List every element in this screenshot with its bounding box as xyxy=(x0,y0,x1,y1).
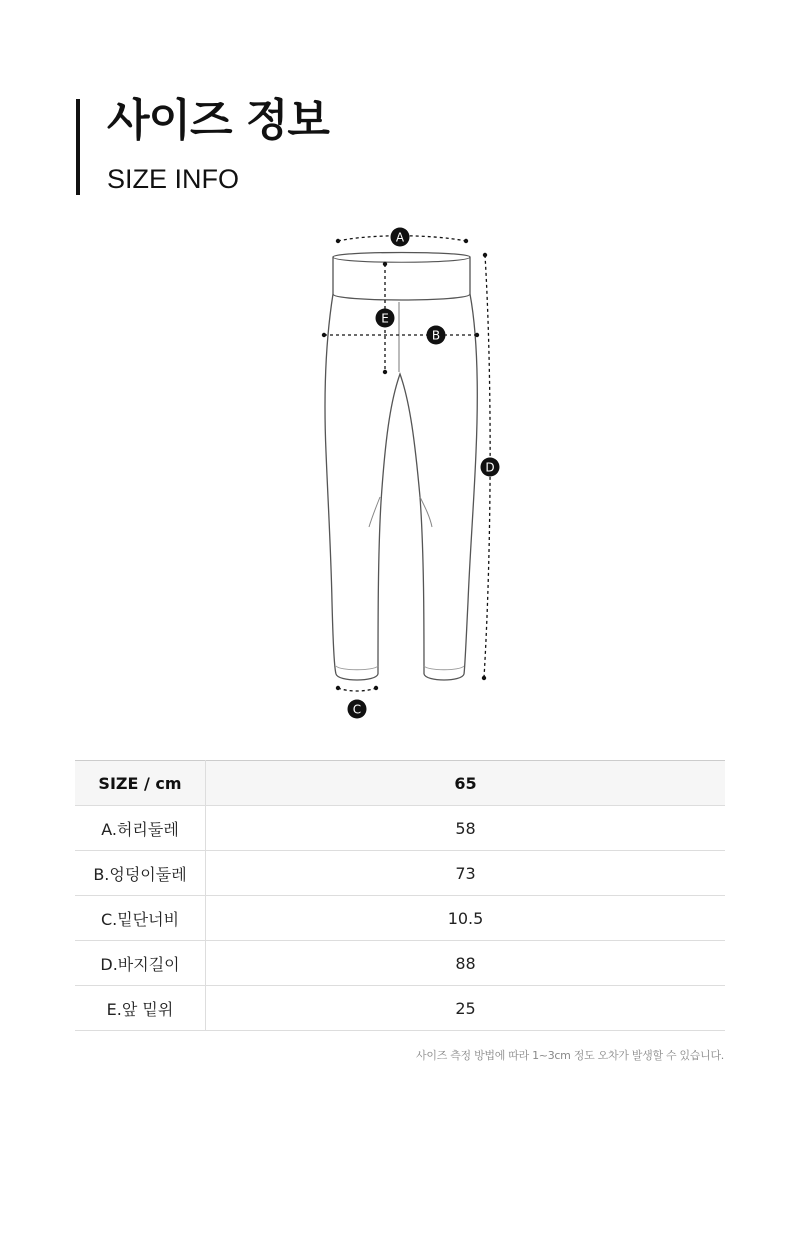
marker-d xyxy=(481,458,500,477)
marker-b xyxy=(427,326,446,345)
left-leg-outline xyxy=(325,294,336,674)
row-label-hip: B.엉덩이둘레 xyxy=(75,851,206,896)
left-knee-crease xyxy=(369,497,380,527)
right-hem xyxy=(424,674,464,680)
size-table xyxy=(75,760,725,1031)
right-hem-seam xyxy=(424,666,464,670)
row-value-hip: 73 xyxy=(206,851,726,896)
measurement-note: 사이즈 측정 방법에 따라 1~3cm 정도 오차가 발생할 수 있습니다. xyxy=(416,1049,724,1062)
right-leg-outline xyxy=(464,294,477,674)
table-header-size: 65 xyxy=(206,761,726,806)
left-hem xyxy=(336,674,378,680)
marker-b-label: B xyxy=(431,328,441,343)
marker-e-label: E xyxy=(381,311,389,326)
table-header-row xyxy=(75,761,725,806)
inseam xyxy=(378,374,424,674)
waistband xyxy=(333,253,470,301)
row-value-hem: 10.5 xyxy=(206,896,726,941)
table-row xyxy=(75,806,725,851)
row-value-length: 88 xyxy=(206,941,726,986)
row-label-hem: C.밑단너비 xyxy=(75,896,206,941)
row-label-rise: E.앞 밑위 xyxy=(75,986,206,1031)
marker-e xyxy=(376,309,395,328)
row-label-length: D.바지길이 xyxy=(75,941,206,986)
leggings-illustration xyxy=(0,222,800,722)
title-block xyxy=(76,95,329,195)
table-header-label: SIZE / cm xyxy=(75,761,206,806)
marker-c xyxy=(348,700,367,719)
marker-a xyxy=(391,228,410,247)
row-value-rise: 25 xyxy=(206,986,726,1031)
marker-a-label: A xyxy=(395,230,405,245)
measure-line-c xyxy=(338,688,376,691)
row-value-waist: 58 xyxy=(206,806,726,851)
table-row xyxy=(75,941,725,986)
left-hem-seam xyxy=(336,666,378,670)
page-title: 사이즈 정보 xyxy=(107,95,329,146)
leggings-diagram xyxy=(0,222,800,722)
table-row xyxy=(75,986,725,1031)
marker-c-label: C xyxy=(352,702,362,717)
table-row xyxy=(75,896,725,941)
marker-d-label: D xyxy=(485,460,495,475)
table-row xyxy=(75,851,725,896)
page-subtitle: SIZE INFO xyxy=(107,164,240,194)
row-label-waist: A.허리둘레 xyxy=(75,806,206,851)
